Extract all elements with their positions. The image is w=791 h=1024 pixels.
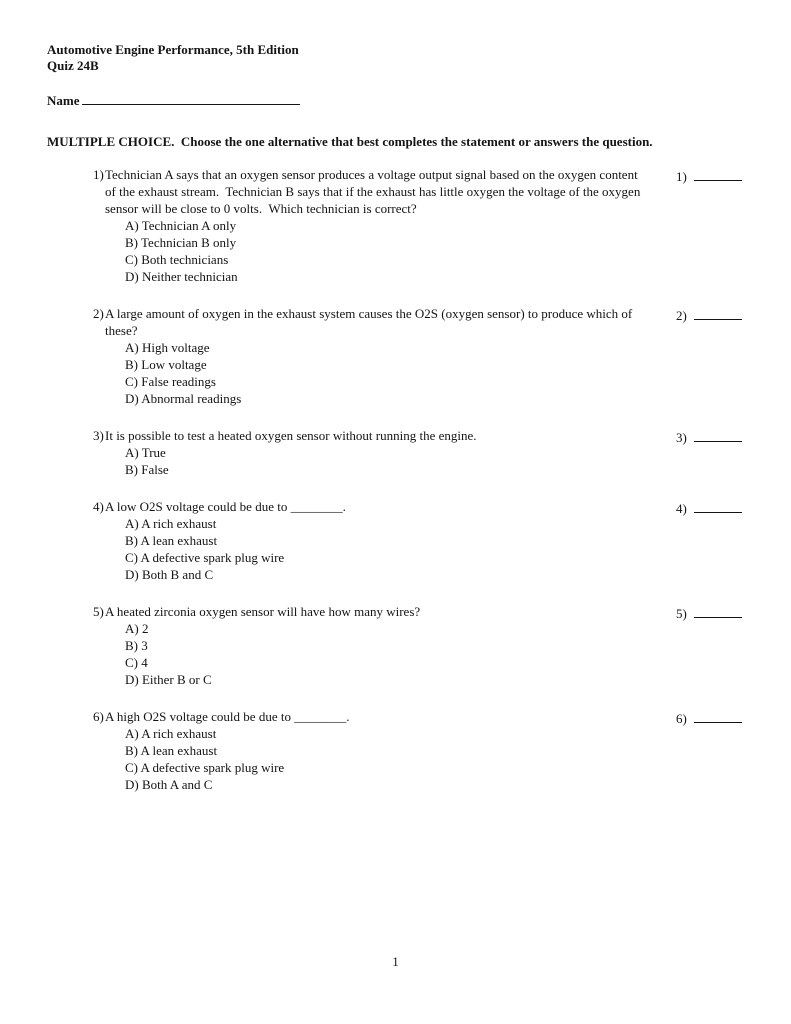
- question-stem: A large amount of oxygen in the exhaust system causes the O2S (oxygen sensor) to produce which of these?: [105, 306, 636, 338]
- question-number: 2): [93, 306, 104, 321]
- question-1: [93, 166, 746, 285]
- question-number: 3): [93, 428, 104, 443]
- name-row: [47, 90, 746, 109]
- question-number: 1): [93, 167, 104, 182]
- answer-line: [694, 603, 742, 618]
- option-c: C) A defective spark plug wire: [125, 550, 285, 565]
- question-number: 5): [93, 604, 104, 619]
- option-c: C) 4: [125, 655, 148, 670]
- question-stem: It is possible to test a heated oxygen sensor without running the engine.: [105, 428, 477, 443]
- document-header: [0, 0, 791, 74]
- options: [125, 515, 645, 583]
- options: [125, 339, 645, 407]
- option-d: D) Both A and C: [125, 777, 213, 792]
- question-stem: A low O2S voltage could be due to ________.: [105, 499, 346, 514]
- answer-number: 4): [676, 501, 687, 516]
- options: [125, 217, 645, 285]
- option-b: B) Technician B only: [125, 235, 237, 250]
- answer-line: [694, 498, 742, 513]
- question-number: 4): [93, 499, 104, 514]
- option-b: B) A lean exhaust: [125, 533, 218, 548]
- question-list: [93, 166, 746, 793]
- document-title: Automotive Engine Performance, 5th Edition: [47, 42, 299, 57]
- answer-number: 1): [676, 169, 687, 184]
- option-b: B) A lean exhaust: [125, 743, 218, 758]
- answer-line: [694, 166, 742, 181]
- option-d: D) Abnormal readings: [125, 391, 242, 406]
- options: [125, 725, 645, 793]
- question-3: [93, 427, 746, 478]
- option-a: A) True: [125, 445, 166, 460]
- option-b: B) 3: [125, 638, 148, 653]
- answer-blank: [676, 166, 746, 285]
- question-5: [93, 603, 746, 688]
- option-c: C) False readings: [125, 374, 216, 389]
- answer-number: 6): [676, 711, 687, 726]
- option-c: C) A defective spark plug wire: [125, 760, 285, 775]
- answer-blank: [676, 708, 746, 793]
- option-d: D) Both B and C: [125, 567, 214, 582]
- answer-blank: [676, 427, 746, 478]
- option-c: C) Both technicians: [125, 252, 229, 267]
- option-d: D) Neither technician: [125, 269, 238, 284]
- question-stem: Technician A says that an oxygen sensor produces a voltage output signal based on the oxygen content of the exhaust stream. Technician B says that if the exhaust has little oxygen the voltage of the oxygen sensor will be close to 0 volts. Which technician is correct?: [105, 167, 644, 216]
- option-b: B) False: [125, 462, 169, 477]
- name-label: Name: [47, 93, 80, 108]
- name-blank-line: [82, 90, 300, 105]
- options: [125, 620, 645, 688]
- question-number: 6): [93, 709, 104, 724]
- option-a: A) High voltage: [125, 340, 210, 355]
- option-a: A) Technician A only: [125, 218, 237, 233]
- answer-line: [694, 427, 742, 442]
- quiz-number: Quiz 24B: [47, 58, 99, 73]
- answer-blank: [676, 498, 746, 583]
- answer-number: 5): [676, 606, 687, 621]
- answer-number: 2): [676, 308, 687, 323]
- question-stem: A high O2S voltage could be due to ________.: [105, 709, 350, 724]
- options: [125, 444, 645, 478]
- question-6: [93, 708, 746, 793]
- option-a: A) A rich exhaust: [125, 726, 217, 741]
- question-stem: A heated zirconia oxygen sensor will have how many wires?: [105, 604, 421, 619]
- answer-number: 3): [676, 430, 687, 445]
- option-d: D) Either B or C: [125, 672, 212, 687]
- page-number: 1: [392, 954, 399, 969]
- answer-blank: [676, 305, 746, 407]
- option-a: A) A rich exhaust: [125, 516, 217, 531]
- answer-blank: [676, 603, 746, 688]
- answer-line: [694, 305, 742, 320]
- answer-line: [694, 708, 742, 723]
- question-4: [93, 498, 746, 583]
- option-a: A) 2: [125, 621, 149, 636]
- section-heading: MULTIPLE CHOICE. Choose the one alternative that best completes the statement or answers the question.: [47, 134, 653, 149]
- question-2: [93, 305, 746, 407]
- option-b: B) Low voltage: [125, 357, 207, 372]
